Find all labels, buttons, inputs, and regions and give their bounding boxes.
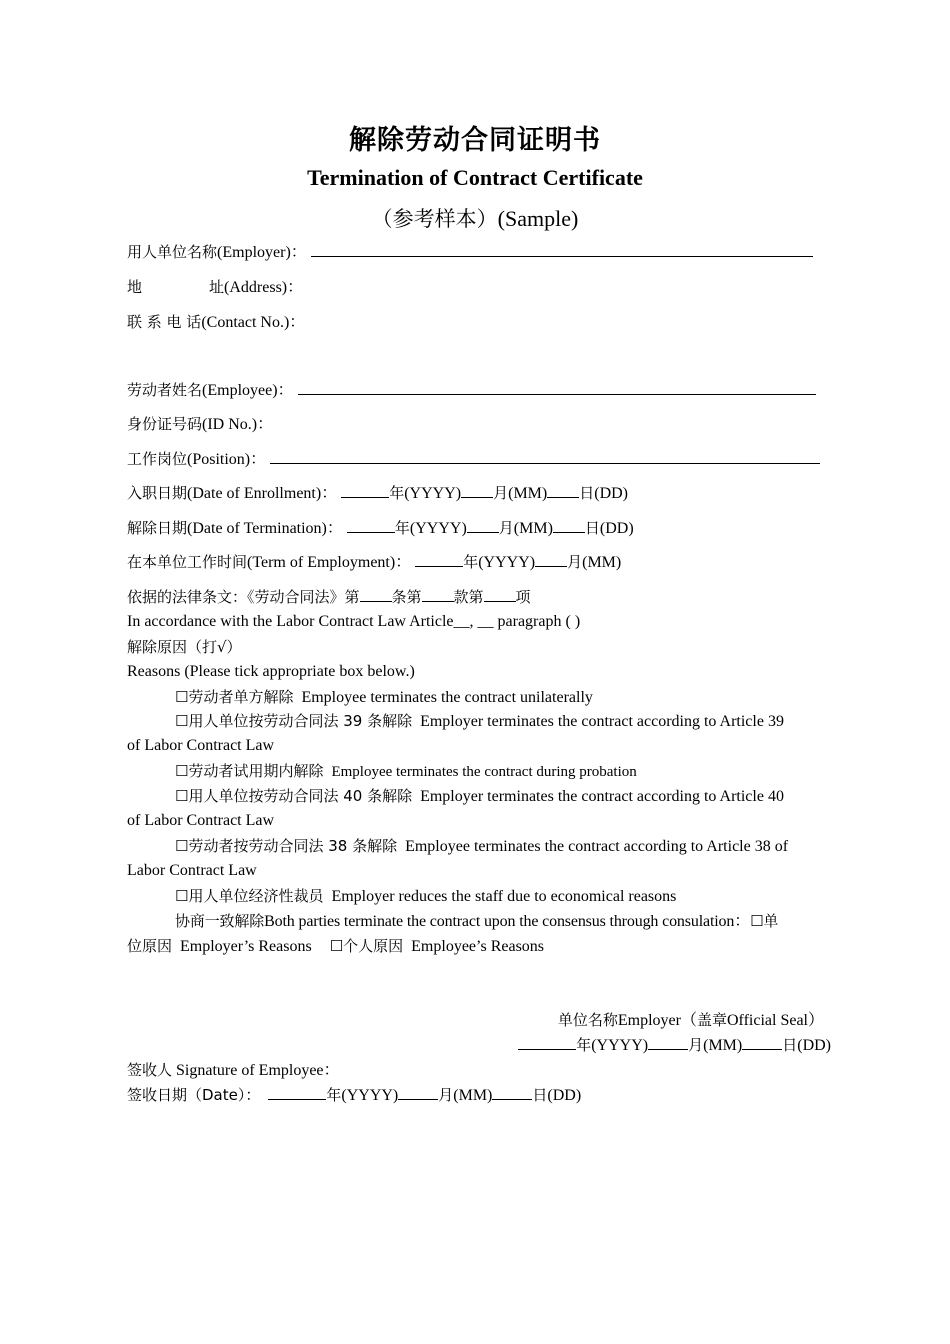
employer-name-label-cn: 用人单位名称: [127, 243, 218, 261]
reason-2-cont: of Labor Contract Law: [127, 737, 275, 754]
employer-reason-cn: 位原因: [127, 937, 173, 955]
basis-part-1: 依据的法律条文：《劳动合同法》第: [127, 588, 360, 606]
day-en: (DD): [797, 1037, 831, 1054]
year-cn: 年: [389, 484, 405, 502]
paragraph-field[interactable]: [422, 588, 454, 602]
reason-5-cont: Labor Contract Law: [127, 862, 257, 879]
year-en: (YYYY): [404, 485, 462, 502]
employer-reason-en: Employer’s Reasons: [180, 938, 312, 955]
day-cn: 日: [579, 484, 595, 502]
sign-year-field[interactable]: [268, 1086, 326, 1100]
consensus-en: Both parties terminate the contract upon the consensus through consulation：: [264, 913, 751, 930]
sign-date-label: 签收日期（Date）：: [127, 1086, 261, 1104]
month-en: (MM): [703, 1037, 743, 1054]
employer-reason-checkbox[interactable]: ☐单: [750, 912, 779, 930]
day-en: (DD): [594, 485, 628, 502]
contact-label-cn: 联 系 电 话: [127, 313, 202, 331]
id-label-cn: 身份证号码: [127, 415, 203, 433]
sign-day-field[interactable]: [492, 1086, 532, 1100]
employer-sign-en: Employer（: [617, 1012, 697, 1029]
seal-en: Official Seal）: [726, 1012, 824, 1029]
reason-5-en: Employee terminates the contract according to Article 38 of: [405, 838, 789, 855]
reason-3-en: Employee terminates the contract during probation: [331, 764, 637, 780]
address-label-en: (Address)：: [224, 279, 304, 296]
month-cn: 月: [498, 519, 514, 537]
employment-term-row: [127, 552, 621, 573]
reason-option-1[interactable]: [175, 687, 593, 708]
employee-signature-row: [127, 1060, 340, 1081]
day-cn: 日: [584, 519, 600, 537]
employee-name-label-cn: 劳动者姓名: [127, 381, 203, 399]
article-field[interactable]: [360, 588, 392, 602]
sample-label-en: (Sample): [497, 206, 579, 231]
reason-1-en: Employee terminates the contract unilaterally: [301, 689, 593, 706]
item-field[interactable]: [484, 588, 516, 602]
employer-sign-cn: 单位名称: [557, 1011, 618, 1029]
legal-basis-row: [127, 587, 531, 608]
term-label-cn: 解除日期: [127, 519, 188, 537]
month-en: (MM): [508, 485, 548, 502]
id-row: [127, 414, 273, 435]
reason-4-en: Employer terminates the contract according to Article 40: [420, 788, 784, 805]
basis-part-2: 条第: [391, 588, 422, 606]
year-cn: 年: [463, 553, 479, 571]
employee-name-label-en: (Employee)：: [202, 382, 294, 399]
address-label-cn-1: 地: [127, 278, 143, 296]
reason-5-cn: ☐劳动者按劳动合同法 38 条解除: [175, 837, 398, 855]
sign-month-field[interactable]: [398, 1086, 438, 1100]
employee-reason-en: Employee’s Reasons: [411, 938, 545, 955]
month-cn: 月: [493, 484, 509, 502]
year-en: (YYYY): [478, 554, 536, 571]
reason-1-cn: ☐劳动者单方解除: [175, 688, 294, 706]
position-row: [127, 449, 820, 470]
contact-label-en: (Contact No.)：: [201, 314, 306, 331]
enroll-day-field[interactable]: [547, 484, 579, 498]
address-row: [127, 277, 303, 298]
employment-months-field[interactable]: [535, 553, 567, 567]
month-en: (MM): [453, 1087, 493, 1104]
reason-option-5[interactable]: [175, 836, 788, 857]
consensus-options-row: [127, 936, 544, 957]
position-field[interactable]: [270, 450, 820, 464]
year-en: (YYYY): [409, 520, 467, 537]
term-month-field[interactable]: [467, 519, 499, 533]
employee-date-row: [127, 1085, 581, 1106]
enroll-month-field[interactable]: [461, 484, 493, 498]
id-label-en: (ID No.)：: [202, 416, 274, 433]
position-label-cn: 工作岗位: [127, 450, 188, 468]
month-cn: 月: [438, 1086, 454, 1104]
day-cn: 日: [532, 1086, 548, 1104]
year-cn: 年: [326, 1086, 342, 1104]
reason-option-3[interactable]: [175, 761, 637, 782]
consensus-cn: 协商一致解除: [175, 912, 265, 930]
reason-6-cn: ☐用人单位经济性裁员: [175, 887, 324, 905]
day-cn: 日: [782, 1036, 798, 1054]
year-en: (YYYY): [591, 1037, 649, 1054]
month-en: (MM): [582, 554, 622, 571]
month-cn: 月: [567, 553, 583, 571]
reason-4-cn: ☐用人单位按劳动合同法 40 条解除: [175, 787, 413, 805]
year-cn: 年: [576, 1036, 592, 1054]
basis-part-4: 项: [515, 588, 531, 606]
reasons-heading-en: Reasons (Please tick appropriate box below.): [127, 663, 415, 680]
reason-2-cn: ☐用人单位按劳动合同法 39 条解除: [175, 712, 413, 730]
year-cn: 年: [394, 519, 410, 537]
reason-option-2[interactable]: [175, 711, 784, 732]
enroll-year-field[interactable]: [341, 484, 389, 498]
employer-date-line: [518, 1035, 831, 1056]
employer-seal-line: [558, 1010, 824, 1031]
term-year-field[interactable]: [347, 519, 395, 533]
employee-name-row: [127, 380, 816, 401]
employee-sign-en: Signature of Employee：: [176, 1062, 340, 1079]
employee-name-field[interactable]: [298, 381, 816, 395]
year-en: (YYYY): [341, 1087, 399, 1104]
termination-date-row: [127, 518, 634, 539]
reason-6-en: Employer reduces the staff due to economical reasons: [331, 888, 677, 905]
employment-label-en: (Term of Employment)：: [247, 554, 412, 571]
reason-option-4[interactable]: [175, 786, 784, 807]
month-en: (MM): [513, 520, 553, 537]
employer-year-field[interactable]: [518, 1036, 576, 1050]
employer-name-field[interactable]: [311, 243, 813, 257]
consensus-row: [175, 911, 778, 932]
position-label-en: (Position)：: [187, 451, 267, 468]
enroll-label-en: (Date of Enrollment)：: [187, 485, 338, 502]
employee-reason-option[interactable]: ☐个人原因: [329, 937, 404, 955]
title-chinese: 解除劳动合同证明书: [349, 125, 601, 155]
address-label-cn-2: 址: [209, 278, 225, 296]
title-english: Termination of Contract Certificate: [307, 165, 643, 190]
sample-label-cn: （参考样本）: [371, 207, 498, 231]
legal-basis-en: In accordance with the Labor Contract Law Article__, __ paragraph ( ): [127, 613, 581, 630]
employer-day-field[interactable]: [742, 1036, 782, 1050]
reason-2-en: Employer terminates the contract according to Article 39: [420, 713, 784, 730]
day-en: (DD): [599, 520, 634, 537]
basis-part-3: 款第: [453, 588, 484, 606]
employment-label-cn: 在本单位工作时间: [127, 553, 248, 571]
day-en: (DD): [547, 1087, 582, 1104]
enrollment-date-row: [127, 483, 628, 504]
reason-option-6[interactable]: [175, 886, 676, 907]
term-day-field[interactable]: [553, 519, 585, 533]
enroll-label-cn: 入职日期: [127, 484, 188, 502]
term-label-en: (Date of Termination)：: [187, 520, 343, 537]
employment-years-field[interactable]: [415, 553, 463, 567]
employer-name-row: [127, 242, 813, 263]
month-cn: 月: [688, 1036, 704, 1054]
employee-sign-cn: 签收人: [127, 1061, 173, 1079]
employer-name-label-en: (Employer)：: [217, 244, 307, 261]
reason-4-cont: of Labor Contract Law: [127, 812, 275, 829]
reason-3-cn: ☐劳动者试用期内解除: [175, 762, 324, 780]
seal-cn: 盖章: [696, 1011, 727, 1029]
reasons-heading-cn: 解除原因（打√）: [127, 638, 242, 656]
title-sample: [0, 203, 950, 233]
contact-row: [127, 312, 305, 333]
employer-month-field[interactable]: [648, 1036, 688, 1050]
